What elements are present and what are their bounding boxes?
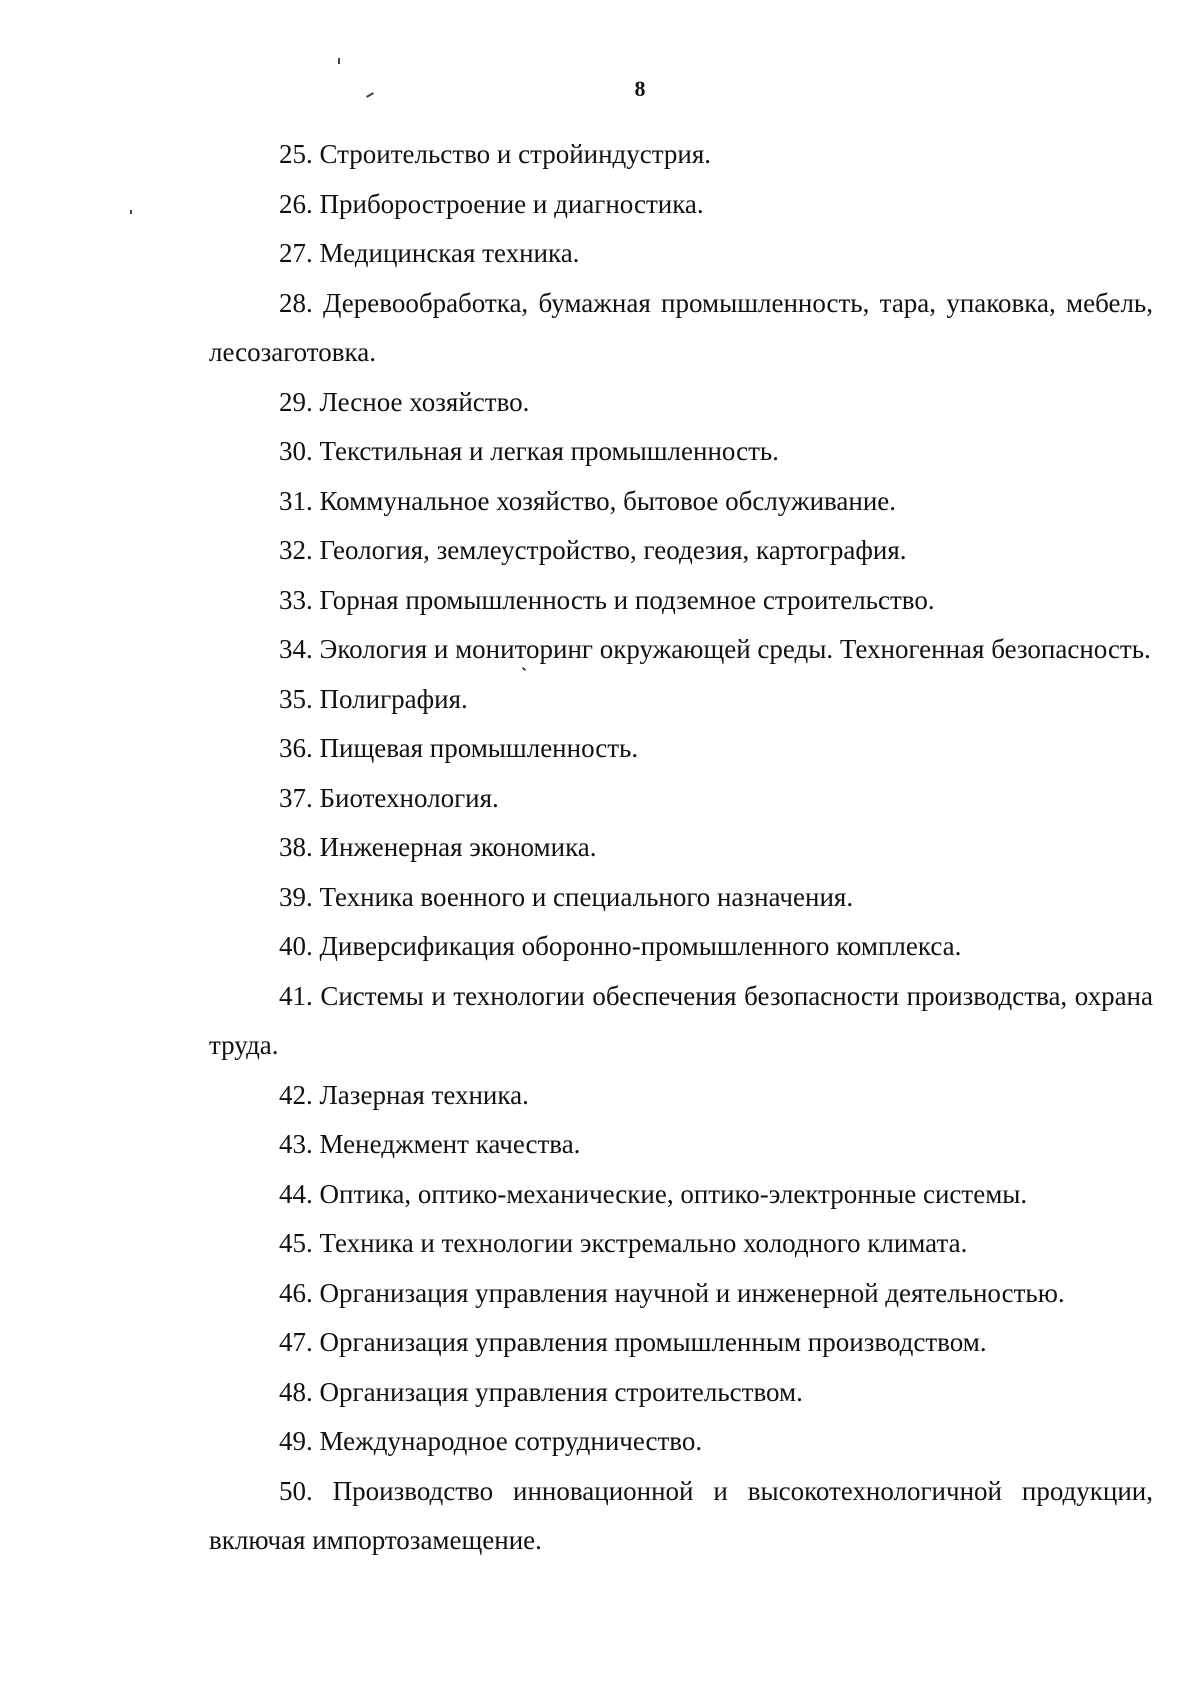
list-item: 30. Текстильная и легкая промышленность. [279, 436, 779, 466]
list-item: 41. Системы и технологии обеспечения безопасности производства, охрана труда. [209, 980, 1153, 1060]
list-item: 49. Международное сотрудничество. [279, 1426, 703, 1456]
list-item: 29. Лесное хозяйство. [279, 386, 530, 417]
list-item: 44. Оптика, оптико-механические, оптико-электронные системы. [279, 1178, 1028, 1209]
list-item: 27. Медицинская техника. [279, 238, 580, 268]
list-item: 39. Техника военного и специального назначения. [279, 881, 854, 912]
list-item: 28. Деревообработка, бумажная промышленность, тара, упаковка, мебель, лесозаготовка. [209, 287, 1153, 367]
list-item: 40. Диверсификация оборонно-промышленного комплекса. [279, 931, 962, 961]
list-item: 45. Техника и технологии экстремально холодного климата. [279, 1228, 968, 1258]
list-item: 42. Лазерная техника. [279, 1079, 529, 1110]
list-item: 50. Производство инновационной и высокотехнологичной продукции, включая импортозамещение. [209, 1475, 1153, 1555]
list-item: 47. Организация управления промышленным производством. [279, 1327, 987, 1357]
page-number: 8 [634, 76, 646, 101]
numbered-list [209, 130, 1153, 1566]
list-item: 35. Полиграфия. [279, 683, 468, 714]
list-item: 36. Пищевая промышленность. [279, 733, 639, 763]
scan-speck [130, 210, 132, 214]
list-item: 33. Горная промышленность и подземное строительство. [279, 584, 935, 615]
list-item: 25. Строительство и стройиндустрия. [279, 139, 712, 169]
scan-speck [338, 58, 340, 64]
list-item: 32. Геология, землеустройство, геодезия, картография. [279, 535, 907, 565]
list-item: 37. Биотехнология. [279, 782, 499, 813]
list-item: 46. Организация управления научной и инженерной деятельностью. [279, 1277, 1065, 1308]
list-item: 38. Инженерная экономика. [279, 832, 597, 862]
list-item: 34. Экология и мониторинг окружающей среды. Техногенная безопасность. [279, 634, 1151, 664]
list-item: 43. Менеджмент качества. [279, 1129, 581, 1159]
list-item: 26. Приборостроение и диагностика. [279, 188, 704, 219]
list-item: 31. Коммунальное хозяйство, бытовое обслуживание. [279, 485, 897, 516]
list-item: 48. Организация управления строительством. [279, 1376, 803, 1407]
